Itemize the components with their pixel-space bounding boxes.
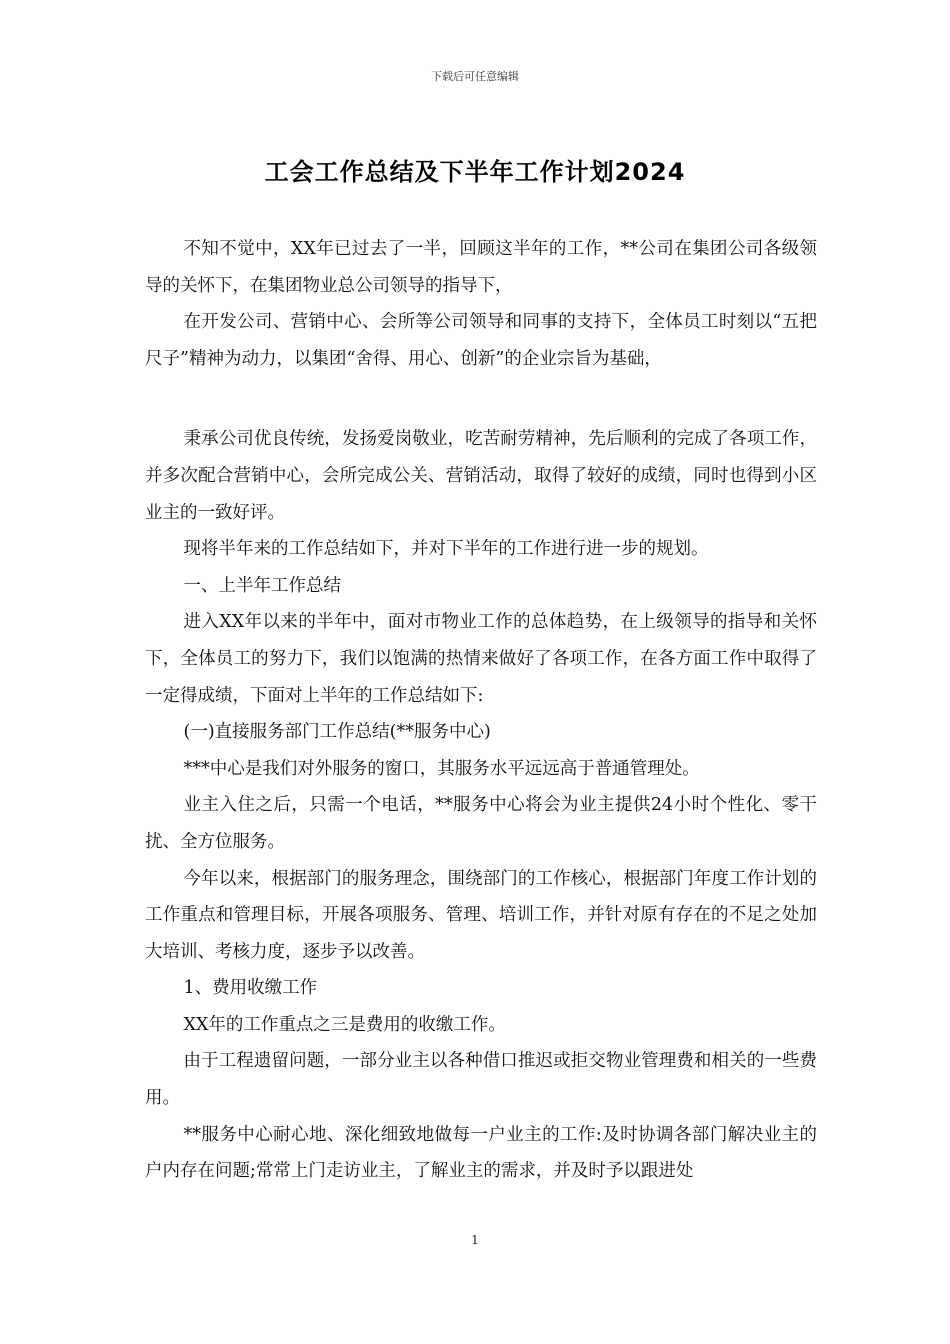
header-note: 下载后可任意编辑 <box>431 70 519 83</box>
document-title: 工会工作总结及下半年工作计划2024 <box>264 158 686 186</box>
paragraph: 现将半年来的工作总结如下，并对下半年的工作进行进一步的规划。 <box>183 539 709 560</box>
paragraph: 不知不觉中，XX年已过去了一半，回顾这半年的工作，**公司在集团公司各级领导的关怀下，在集团物业总公司领导的指导下， <box>145 239 817 296</box>
paragraph: 秉承公司优良传统，发扬爱岗敬业，吃苦耐劳精神，先后顺利的完成了各项工作，并多次配合营销中心，会所完成公关、营销活动，取得了较好的成绩，同时也得到小区业主的一致好评。 <box>145 429 817 523</box>
subsection-heading: 1、费用收缴工作 <box>183 978 318 999</box>
subsection-heading: (一)直接服务部门工作总结(**服务中心) <box>183 722 491 743</box>
paragraph: XX年的工作重点之三是费用的收缴工作。 <box>183 1014 506 1035</box>
paragraph: 进入XX年以来的半年中，面对市物业工作的总体趋势，在上级领导的指导和关怀下，全体员工的努力下，我们以饱满的热情来做好了各项工作，在各方面工作中取得了一定得成绩，下面对上半年的工作总结如下: <box>145 612 817 706</box>
section-heading: 一、上半年工作总结 <box>183 575 341 596</box>
paragraph: 由于工程遗留问题，一部分业主以各种借口推迟或拒交物业管理费和相关的一些费用。 <box>145 1051 817 1109</box>
paragraph: **服务中心耐心地、深化细致地做每一户业主的工作:及时协调各部门解决业主的户内存在问题;常常上门走访业主，了解业主的需求，并及时予以跟进处 <box>145 1124 817 1182</box>
page-number: 1 <box>471 1233 479 1247</box>
document-body <box>145 231 817 1190</box>
paragraph: 在开发公司、营销中心、会所等公司领导和同事的支持下，全体员工时刻以“五把尺子”精神为动力，以集团“舍得、用心、创新”的企业宗旨为基础， <box>145 312 817 369</box>
paragraph: 今年以来，根据部门的服务理念，围绕部门的工作核心，根据部门年度工作计划的工作重点和管理目标，开展各项服务、管理、培训工作，并针对原有存在的不足之处加大培训、考核力度，逐步予以改善。 <box>145 868 817 962</box>
paragraph-gap <box>145 377 817 421</box>
paragraph: 业主入住之后，只需一个电话，**服务中心将会为业主提供24小时个性化、零干扰、全方位服务。 <box>145 795 817 852</box>
paragraph: ***中心是我们对外服务的窗口，其服务水平远远高于普通管理处。 <box>183 758 700 779</box>
